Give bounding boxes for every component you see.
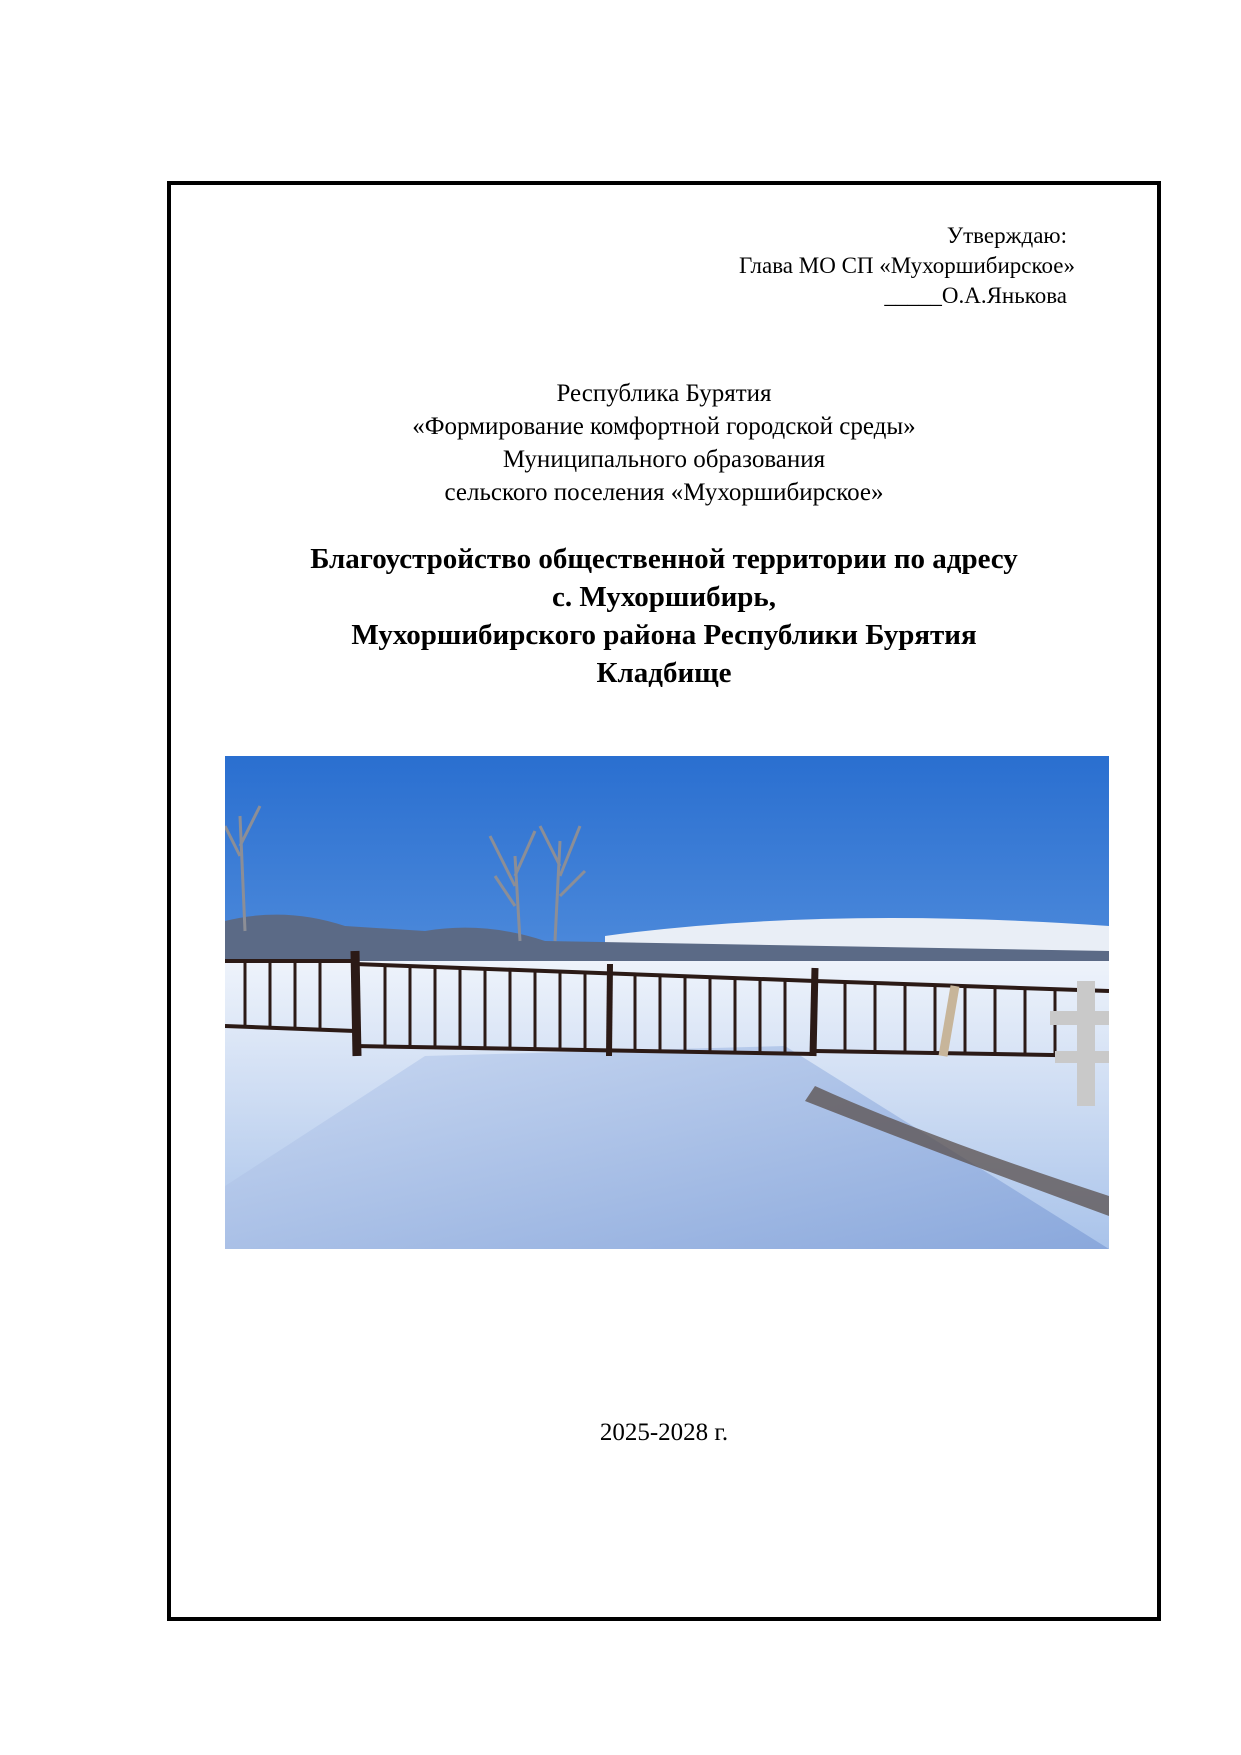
title-line-4: Кладбище (596, 657, 732, 689)
cemetery-gate-photo (225, 756, 1109, 1249)
document-years: 2025-2028 г. (599, 1419, 729, 1446)
organization-block (171, 377, 1157, 509)
approval-position: Глава МО СП «Мухоршибирское» (738, 253, 1075, 278)
approval-heading: Утверждаю: (946, 223, 1067, 248)
title-page-frame (167, 181, 1161, 1621)
document-title (171, 540, 1157, 692)
org-line-4: сельского поселения «Мухоршибирское» (444, 479, 884, 506)
org-line-1: Республика Бурятия (556, 380, 772, 407)
title-line-3: Мухоршибирского района Республики Бурятия (351, 619, 977, 651)
title-line-2: с. Мухоршибирь, (552, 581, 776, 613)
title-line-1: Благоустройство общественной территории по адресу (310, 543, 1018, 575)
org-line-2: «Формирование комфортной городской среды» (412, 413, 916, 440)
approval-block (585, 221, 1085, 311)
approval-signature: _____О.А.Янькова (884, 283, 1067, 308)
org-line-3: Муниципального образования (502, 446, 826, 473)
